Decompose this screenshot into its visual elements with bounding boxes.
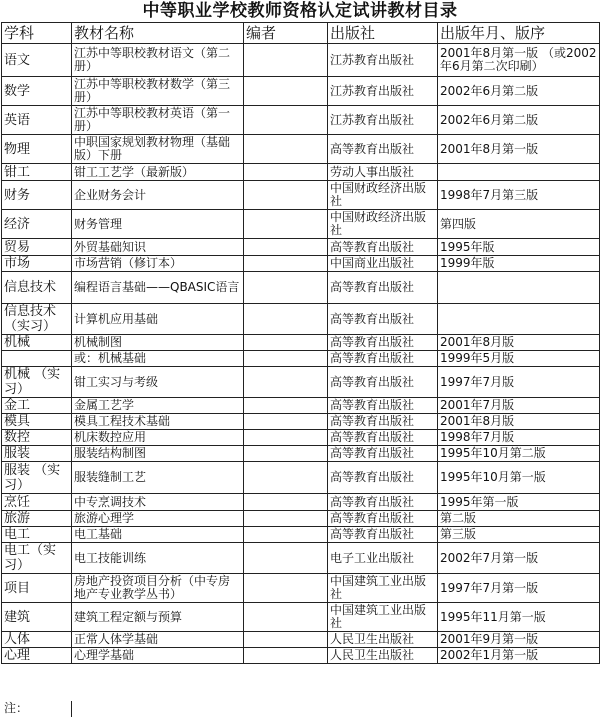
- subject-cell: 服装 （实习）: [2, 462, 72, 494]
- table-row: [2, 272, 600, 304]
- publisher-cell: 高等教育出版社: [328, 494, 438, 511]
- editor-cell: [244, 304, 328, 335]
- table-row: [2, 367, 600, 398]
- textbook-cell: 市场营销（修订本）: [72, 256, 244, 272]
- table-row: [2, 494, 600, 511]
- edition-cell: 1995年11月第一版: [438, 603, 600, 632]
- table-row: [2, 511, 600, 527]
- publisher-cell: 中国建筑工业出版社: [328, 574, 438, 603]
- textbook-cell: 计算机应用基础: [72, 304, 244, 335]
- editor-cell: [244, 430, 328, 446]
- table-row: [2, 462, 600, 494]
- table-body: [2, 44, 600, 664]
- edition-cell: 1995年10月第二版: [438, 446, 600, 462]
- table-row: [2, 398, 600, 414]
- edition-cell: 1995年版: [438, 239, 600, 256]
- subject-cell: 市场: [2, 256, 72, 272]
- header-publisher: 出版社: [328, 23, 438, 44]
- edition-cell: 1995年第一版: [438, 494, 600, 511]
- editor-cell: [244, 527, 328, 543]
- textbook-cell: 电工技能训练: [72, 543, 244, 574]
- editor-cell: [244, 398, 328, 414]
- subject-cell: 钳工: [2, 164, 72, 181]
- subject-cell: 心理: [2, 648, 72, 664]
- note-row: [1, 701, 599, 716]
- textbook-cell: 企业财务会计: [72, 181, 244, 210]
- header-row: [2, 23, 600, 44]
- textbook-cell: 机械制图: [72, 335, 244, 351]
- editor-cell: [244, 543, 328, 574]
- editor-cell: [244, 44, 328, 77]
- subject-cell: 信息技术: [2, 272, 72, 304]
- subject-cell: 物理: [2, 135, 72, 164]
- edition-cell: 1995年10月第一版: [438, 462, 600, 494]
- publisher-cell: 高等教育出版社: [328, 335, 438, 351]
- textbook-cell: 电工基础: [72, 527, 244, 543]
- edition-cell: 1998年7月版: [438, 430, 600, 446]
- edition-cell: 2001年8月版: [438, 414, 600, 430]
- textbook-cell: 中职国家规划教材物理（基础版）下册: [72, 135, 244, 164]
- editor-cell: [244, 335, 328, 351]
- publisher-cell: 中国财政经济出版社: [328, 181, 438, 210]
- subject-cell: 电工: [2, 527, 72, 543]
- editor-cell: [244, 106, 328, 135]
- publisher-cell: 高等教育出版社: [328, 367, 438, 398]
- publisher-cell: 人民卫生出版社: [328, 632, 438, 648]
- publisher-cell: 高等教育出版社: [328, 462, 438, 494]
- edition-cell: 2001年8月第一版: [438, 135, 600, 164]
- table-row: [2, 77, 600, 106]
- subject-cell: 机械: [2, 335, 72, 351]
- textbook-cell: 中专烹调技术: [72, 494, 244, 511]
- textbook-cell: 模具工程技术基础: [72, 414, 244, 430]
- table-row: [2, 603, 600, 632]
- note-divider: [71, 701, 72, 717]
- textbook-cell: 正常人体学基础: [72, 632, 244, 648]
- header-subject: 学科: [2, 23, 72, 44]
- table-row: [2, 446, 600, 462]
- textbook-cell: 旅游心理学: [72, 511, 244, 527]
- textbook-cell: 金属工艺学: [72, 398, 244, 414]
- header-textbook: 教材名称: [72, 23, 244, 44]
- table-row: [2, 527, 600, 543]
- table-row: [2, 181, 600, 210]
- publisher-cell: 高等教育出版社: [328, 272, 438, 304]
- subject-cell: 英语: [2, 106, 72, 135]
- publisher-cell: 中国商业出版社: [328, 256, 438, 272]
- textbook-cell: 服装结构制图: [72, 446, 244, 462]
- table-row: [2, 239, 600, 256]
- editor-cell: [244, 239, 328, 256]
- subject-cell: 模具: [2, 414, 72, 430]
- subject-cell: 经济: [2, 210, 72, 239]
- table-row: [2, 335, 600, 351]
- subject-cell: 信息技术（实习）: [2, 304, 72, 335]
- table-row: [2, 632, 600, 648]
- edition-cell: [438, 272, 600, 304]
- table-row: [2, 304, 600, 335]
- edition-cell: 2001年8月版: [438, 335, 600, 351]
- edition-cell: [438, 164, 600, 181]
- textbook-cell: 江苏中等职校教材英语（第一册）: [72, 106, 244, 135]
- textbook-cell: 钳工实习与考级: [72, 367, 244, 398]
- publisher-cell: 高等教育出版社: [328, 239, 438, 256]
- editor-cell: [244, 632, 328, 648]
- edition-cell: 2002年6月第二版: [438, 77, 600, 106]
- textbook-cell: 建筑工程定额与预算: [72, 603, 244, 632]
- publisher-cell: 江苏教育出版社: [328, 44, 438, 77]
- table-row: [2, 164, 600, 181]
- edition-cell: 2002年6月第二版: [438, 106, 600, 135]
- subject-cell: 服装: [2, 446, 72, 462]
- edition-cell: 第四版: [438, 210, 600, 239]
- editor-cell: [244, 446, 328, 462]
- textbook-cell: 江苏中等职校教材语文（第二册）: [72, 44, 244, 77]
- editor-cell: [244, 210, 328, 239]
- textbook-table: [1, 22, 600, 664]
- editor-cell: [244, 648, 328, 664]
- header-edition: 出版年月、版序: [438, 23, 600, 44]
- subject-cell: 烹饪: [2, 494, 72, 511]
- editor-cell: [244, 414, 328, 430]
- edition-cell: 2002年7月第一版: [438, 543, 600, 574]
- table-row: [2, 351, 600, 367]
- subject-cell: 数学: [2, 77, 72, 106]
- subject-cell: 语文: [2, 44, 72, 77]
- subject-cell: 电工（实习）: [2, 543, 72, 574]
- subject-cell: 贸易: [2, 239, 72, 256]
- publisher-cell: 高等教育出版社: [328, 527, 438, 543]
- editor-cell: [244, 164, 328, 181]
- page-title: 中等职业学校教师资格认定试讲教材目录: [142, 1, 458, 21]
- table-row: [2, 210, 600, 239]
- publisher-cell: 劳动人事出版社: [328, 164, 438, 181]
- subject-cell: 金工: [2, 398, 72, 414]
- table-row: [2, 106, 600, 135]
- subject-cell: 财务: [2, 181, 72, 210]
- publisher-cell: 中国财政经济出版社: [328, 210, 438, 239]
- subject-cell: 数控: [2, 430, 72, 446]
- textbook-cell: 房地产投资项目分析（中专房地产专业教学丛书）: [72, 574, 244, 603]
- textbook-cell: 钳工工艺学（最新版）: [72, 164, 244, 181]
- edition-cell: 1999年版: [438, 256, 600, 272]
- edition-cell: 2002年1月第一版: [438, 648, 600, 664]
- editor-cell: [244, 256, 328, 272]
- publisher-cell: 电子工业出版社: [328, 543, 438, 574]
- table-row: [2, 648, 600, 664]
- publisher-cell: 高等教育出版社: [328, 351, 438, 367]
- edition-cell: 第二版: [438, 511, 600, 527]
- table-row: [2, 543, 600, 574]
- publisher-cell: 高等教育出版社: [328, 414, 438, 430]
- editor-cell: [244, 77, 328, 106]
- textbook-cell: 财务管理: [72, 210, 244, 239]
- edition-cell: 第三版: [438, 527, 600, 543]
- publisher-cell: 高等教育出版社: [328, 304, 438, 335]
- edition-cell: 2001年9月第一版: [438, 632, 600, 648]
- publisher-cell: 高等教育出版社: [328, 430, 438, 446]
- editor-cell: [244, 603, 328, 632]
- editor-cell: [244, 494, 328, 511]
- textbook-cell: 外贸基础知识: [72, 239, 244, 256]
- editor-cell: [244, 574, 328, 603]
- edition-cell: 1998年7月第三版: [438, 181, 600, 210]
- publisher-cell: 高等教育出版社: [328, 398, 438, 414]
- publisher-cell: 高等教育出版社: [328, 135, 438, 164]
- editor-cell: [244, 511, 328, 527]
- table-row: [2, 414, 600, 430]
- edition-cell: [438, 304, 600, 335]
- editor-cell: [244, 135, 328, 164]
- edition-cell: 1997年7月版: [438, 367, 600, 398]
- note-label: 注：: [4, 701, 29, 715]
- table-row: [2, 135, 600, 164]
- publisher-cell: 江苏教育出版社: [328, 106, 438, 135]
- editor-cell: [244, 181, 328, 210]
- subject-cell: [2, 351, 72, 367]
- publisher-cell: 江苏教育出版社: [328, 77, 438, 106]
- textbook-cell: 机床数控应用: [72, 430, 244, 446]
- textbook-cell: 心理学基础: [72, 648, 244, 664]
- subject-cell: 项目: [2, 574, 72, 603]
- publisher-cell: 高等教育出版社: [328, 446, 438, 462]
- edition-cell: 2001年7月版: [438, 398, 600, 414]
- publisher-cell: 高等教育出版社: [328, 511, 438, 527]
- textbook-cell: 江苏中等职校教材数学（第三册）: [72, 77, 244, 106]
- publisher-cell: 人民卫生出版社: [328, 648, 438, 664]
- table-row: [2, 574, 600, 603]
- edition-cell: 2001年8月第一版 （或2002年6月第二次印刷）: [438, 44, 600, 77]
- edition-cell: 1997年7月第一版: [438, 574, 600, 603]
- publisher-cell: 中国建筑工业出版社: [328, 603, 438, 632]
- editor-cell: [244, 351, 328, 367]
- editor-cell: [244, 272, 328, 304]
- textbook-cell: 编程语言基础——QBASIC语言: [72, 272, 244, 304]
- table-row: [2, 430, 600, 446]
- subject-cell: 旅游: [2, 511, 72, 527]
- edition-cell: 1999年5月版: [438, 351, 600, 367]
- table-row: [2, 44, 600, 77]
- textbook-cell: 服装缝制工艺: [72, 462, 244, 494]
- subject-cell: 人体: [2, 632, 72, 648]
- table-row: [2, 256, 600, 272]
- subject-cell: 建筑: [2, 603, 72, 632]
- editor-cell: [244, 462, 328, 494]
- subject-cell: 机械 （实习）: [2, 367, 72, 398]
- editor-cell: [244, 367, 328, 398]
- textbook-cell: 或：机械基础: [72, 351, 244, 367]
- header-editor: 编者: [244, 23, 328, 44]
